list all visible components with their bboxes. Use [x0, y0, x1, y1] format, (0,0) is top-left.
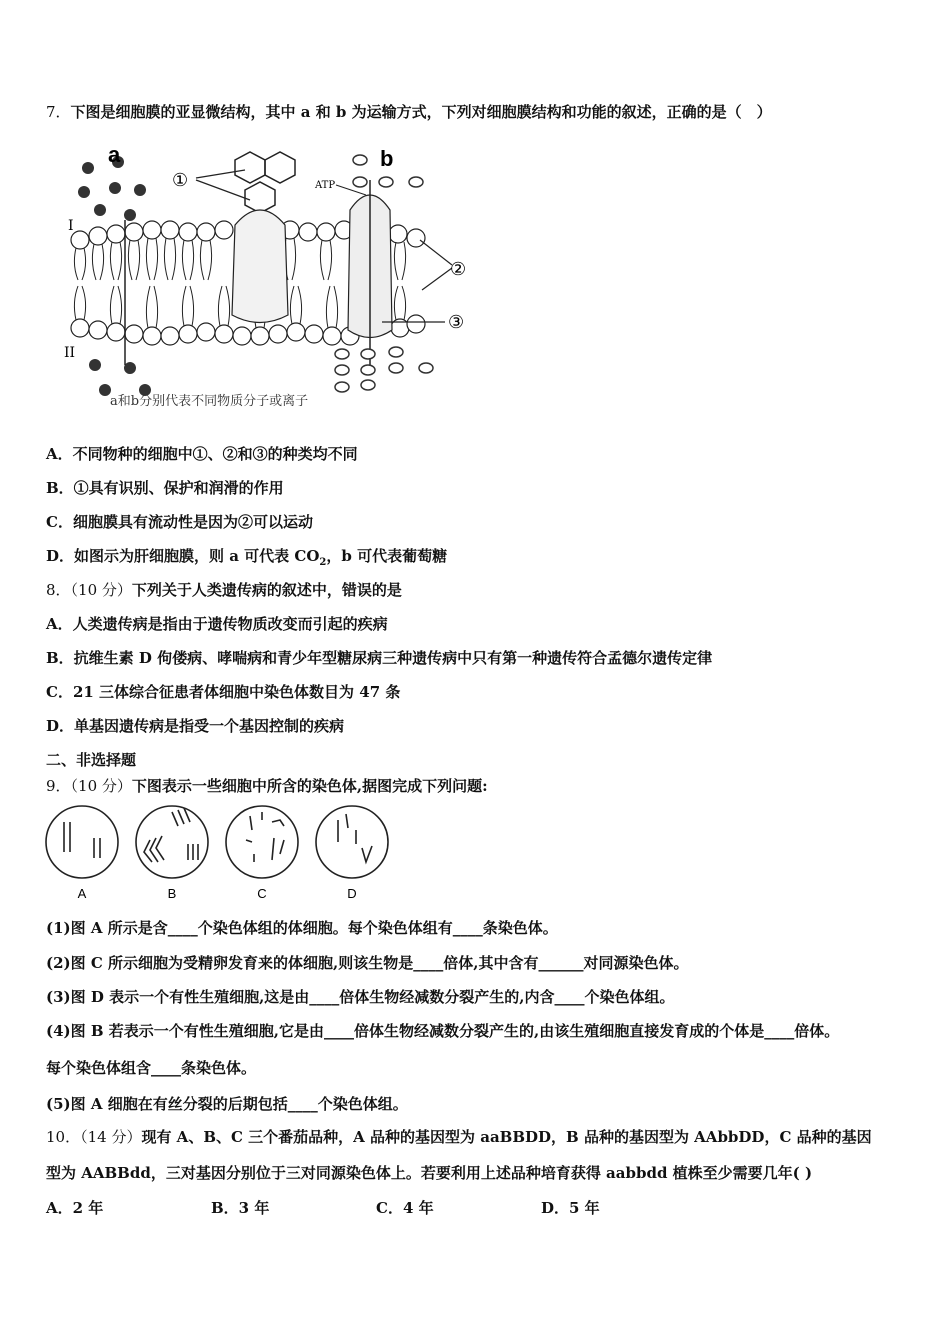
cell-b — [136, 806, 208, 878]
fig-label-atp: ATP — [315, 180, 336, 191]
q7-number: 7． — [46, 103, 71, 121]
q9-stem — [46, 776, 488, 796]
q10-option-c: C．4 年 — [376, 1199, 434, 1217]
cell-d — [316, 806, 388, 878]
q9-item-2: (2)图 C 所示细胞为受精卵发育来的体细胞,则该生物是____倍体,其中含有______对同源染色体。 — [46, 954, 689, 972]
q7-option-d-post: ，b 可代表葡萄糖 — [326, 547, 448, 565]
q10-stem-line2: 型为 AABBdd，三对基因分别位于三对同源染色体上。若要利用上述品种培育获得 aabbdd 植株至少需要几年( ) — [46, 1164, 813, 1182]
q9-item-4-cont: 每个染色体组含____条染色体。 — [46, 1059, 257, 1077]
q8-option-d: D．单基因遗传病是指受一个基因控制的疾病 — [46, 717, 345, 735]
q9-item-1: (1)图 A 所示是含____个染色体组的体细胞。每个染色体组有____条染色体。 — [46, 919, 558, 937]
q10-option-d: D．5 年 — [541, 1199, 600, 1217]
fig-caption: a和b分别代表不同物质分子或离子 — [110, 394, 309, 409]
q8-score: （10 分） — [70, 581, 132, 599]
q7-option-d-sub: 2 — [319, 557, 327, 568]
q8-option-c: C．21 三体综合征患者体细胞中染色体数目为 47 条 — [46, 683, 401, 701]
q9-stem-text: 下图表示一些细胞中所含的染色体,据图完成下列问题: — [131, 777, 488, 795]
q7-option-b: B．①具有识别、保护和润滑的作用 — [46, 479, 284, 497]
q7-stem-text: 下图是细胞膜的亚显微结构，其中 a 和 b 为运输方式，下列对细胞膜结构和功能的叙述，正确的是（ ） — [70, 103, 772, 121]
q10-stem — [46, 1127, 872, 1147]
q9-item-3: (3)图 D 表示一个有性生殖细胞,这是由____倍体生物经减数分裂产生的,内含____个染色体组。 — [46, 988, 675, 1006]
q9-item-5: (5)图 A 细胞在有丝分裂的后期包括____个染色体组。 — [46, 1095, 408, 1113]
membrane-protein-1 — [232, 210, 288, 323]
q10-options — [46, 1198, 600, 1218]
q9-item-4: (4)图 B 若表示一个有性生殖细胞,它是由____倍体生物经减数分裂产生的,由该生殖细胞直接发育成的个体是____倍体。 — [46, 1022, 840, 1040]
q10-stem-line1: 现有 A、B、C 三个番茄品种，A 品种的基因型为 aaBBDD，B 品种的基因型为 AAbbDD，C 品种的基因 — [141, 1128, 872, 1146]
q7-option-d-pre: D．如图示为肝细胞膜，则 a 可代表 CO — [46, 547, 320, 565]
fig-label-3: ③ — [448, 312, 465, 333]
fig-label-II: II — [64, 345, 76, 361]
cell-membrane-figure — [60, 140, 480, 420]
q9-score: （10 分） — [70, 777, 132, 795]
q8-option-b: B．抗维生素 D 佝偻病、哮喘病和青少年型糖尿病三种遗传病中只有第一种遗传符合孟德尔遗传定律 — [46, 649, 713, 667]
fig-label-D: D — [347, 886, 357, 901]
fig-label-A: A — [77, 886, 87, 901]
q8-stem — [46, 580, 402, 600]
q7-stem — [46, 102, 772, 122]
fig-label-1: ① — [172, 170, 189, 191]
q8-stem-text: 下列关于人类遗传病的叙述中，错误的是 — [131, 581, 402, 599]
q7-option-c: C．细胞膜具有流动性是因为②可以运动 — [46, 513, 313, 531]
section-heading: 二、非选择题 — [46, 751, 137, 769]
q7-option-a: A．不同物种的细胞中①、②和③的种类均不同 — [46, 445, 358, 463]
chromosome-figure — [40, 800, 400, 905]
q7-option-d — [46, 546, 447, 573]
q8-number: 8． — [46, 581, 71, 599]
fig-label-I: I — [68, 218, 74, 234]
cell-a — [46, 806, 118, 878]
fig-label-C: C — [257, 886, 267, 901]
q10-score: （14 分） — [80, 1128, 142, 1146]
q8-option-a: A．人类遗传病是指由于遗传物质改变而引起的疾病 — [46, 615, 388, 633]
fig-label-b: b — [380, 146, 394, 171]
q10-option-a: A．2 年 — [46, 1199, 104, 1217]
fig-label-B: B — [167, 886, 177, 901]
q9-number: 9． — [46, 777, 71, 795]
fig-label-2: ② — [450, 259, 467, 280]
molecules-a — [78, 156, 151, 396]
q10-number: 10． — [46, 1128, 81, 1146]
fig-label-a: a — [108, 142, 121, 167]
q10-option-b: B．3 年 — [211, 1199, 270, 1217]
